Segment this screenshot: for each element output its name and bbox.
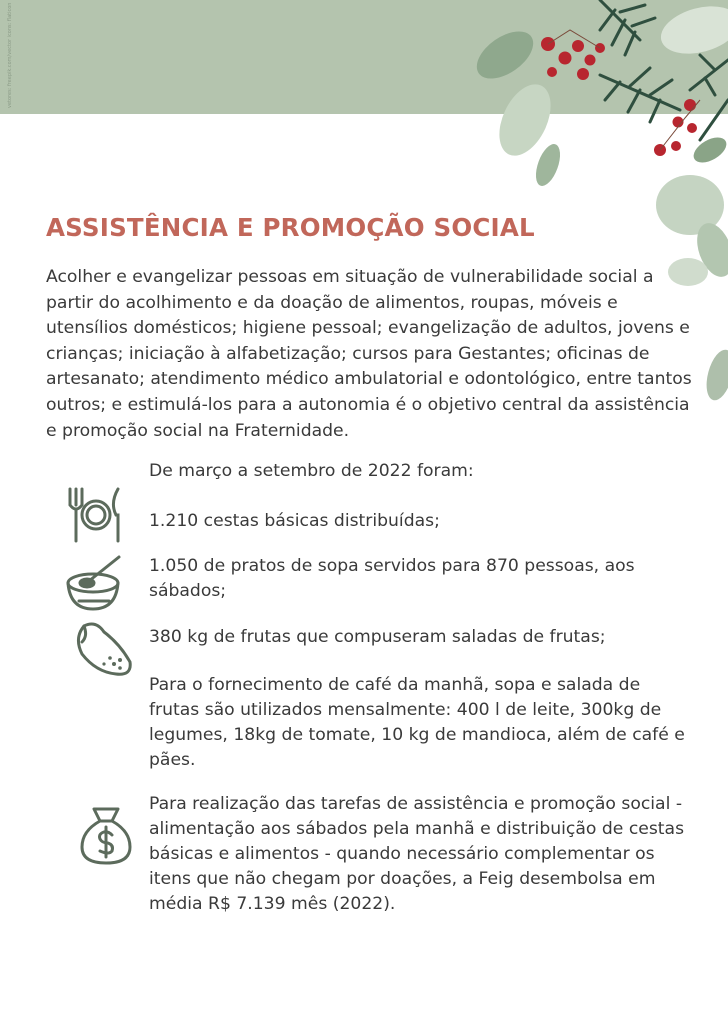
period-text: De março a setembro de 2022 foram: [149,461,474,481]
soup-bowl-icon [65,553,125,613]
list-item-baskets: 1.210 cestas básicas distribuídas; [149,511,440,531]
plate-cutlery-icon [66,485,126,545]
list-item-soup: 1.050 de pratos de sopa servidos para 870 pessoas, aos sábados; [149,556,635,601]
section-title: ASSISTÊNCIA E PROMOÇÃO SOCIAL [46,213,535,242]
list-item-monthly: Para o fornecimento de café da manhã, sopa e salada de frutas são utilizados mensalmente: 400 l de leite, 300kg de legumes, 18kg de tomate, 10 kg de mandioca, além de café e pães. [149,675,685,770]
image-credit: vetores: freepik.com/vector icons: flaticon [7,2,13,108]
list-item-expenses: Para realização das tarefas de assistência e promoção social - alimentação aos sábados pela manhã e distribuição de cestas básicas e alimentos - quando necessário complementar os itens que não chegam por doações, a Feig desembolsa em média R$ 7.139 mês (2022). [149,794,685,914]
intro-paragraph: Acolher e evangelizar pessoas em situação de vulnerabilidade social a partir do acolhimento e da doação de alimentos, roupas, móveis e utensílios domésticos; higiene pessoal; evangelização de adultos, jovens e crianças; iniciação à alfabetização; cursos para Gestantes; oficinas de artesanato; atendimento médico ambulatorial e odontológico, entre tantos outros; e estimulá-los para a autonomia é o objetivo central da assistência e promoção social na Fraternidade. [46,267,692,441]
fruit-icon [74,618,136,680]
list-item-fruits: 380 kg de frutas que compuseram saladas de frutas; [149,627,606,647]
money-bag-icon [78,805,134,867]
